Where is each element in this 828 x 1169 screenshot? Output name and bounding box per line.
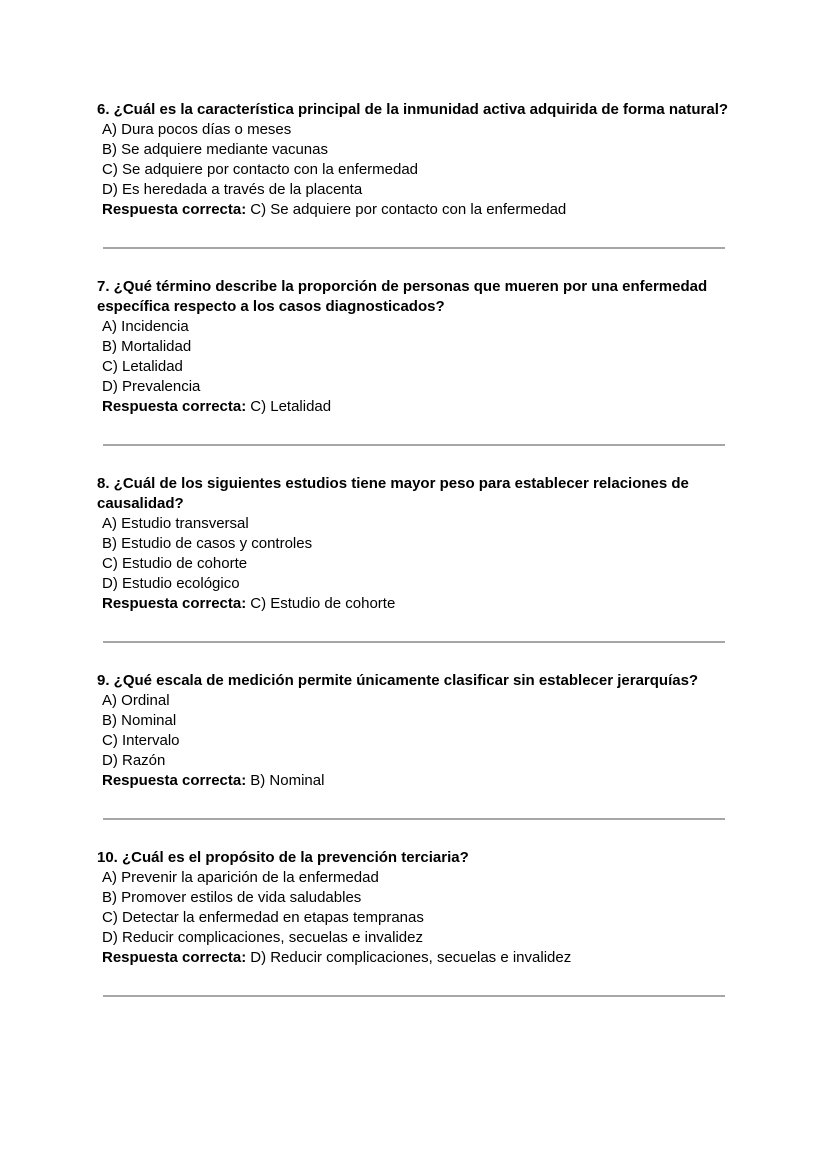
question-title: 8. ¿Cuál de los siguientes estudios tiene mayor peso para establecer relaciones de causalidad? [97,475,689,512]
option-item: D) Estudio ecológico [102,575,240,592]
answer-text: C) Estudio de cohorte [250,595,396,612]
answer-label: Respuesta correcta: [102,398,247,415]
question-title: 6. ¿Cuál es la característica principal de la inmunidad activa adquirida de forma natural? [97,101,729,118]
option-item: C) Detectar la enfermedad en etapas tempranas [102,909,424,926]
option-item: D) Es heredada a través de la placenta [102,181,363,198]
answer-line [97,771,730,791]
answer-line [97,200,730,220]
answer-line [97,594,730,614]
option-item: B) Estudio de casos y controles [102,535,313,552]
question-block [97,277,730,417]
question-divider [103,247,725,249]
option-item: D) Reducir complicaciones, secuelas e invalidez [102,929,423,946]
answer-label: Respuesta correcta: [102,772,247,789]
answer-line [97,948,730,968]
option-item: C) Intervalo [102,732,180,749]
question-options [97,120,730,200]
option-item: B) Se adquiere mediante vacunas [102,141,328,158]
question-options [97,514,730,594]
question-options [97,868,730,948]
option-item: B) Mortalidad [102,338,192,355]
question-divider [103,818,725,820]
question-title: 10. ¿Cuál es el propósito de la prevención terciaria? [97,849,469,866]
answer-line [97,397,730,417]
option-item: B) Promover estilos de vida saludables [102,889,362,906]
question-block [97,474,730,614]
option-item: A) Prevenir la aparición de la enfermedad [102,869,379,886]
answer-text: C) Letalidad [250,398,332,415]
question-options [97,317,730,397]
question-title: 9. ¿Qué escala de medición permite únicamente clasificar sin establecer jerarquías? [97,672,699,689]
question-block [97,848,730,968]
question-block [97,671,730,791]
question-divider [103,995,725,997]
answer-label: Respuesta correcta: [102,949,247,966]
answer-label: Respuesta correcta: [102,595,247,612]
question-title: 7. ¿Qué término describe la proporción de personas que mueren por una enfermedad específica respecto a los casos diagnosticados? [97,278,708,315]
answer-text: C) Se adquiere por contacto con la enfermedad [250,201,567,218]
option-item: A) Dura pocos días o meses [102,121,292,138]
question-divider [103,641,725,643]
question-divider [103,444,725,446]
option-item: A) Ordinal [102,692,170,709]
option-item: D) Razón [102,752,166,769]
option-item: B) Nominal [102,712,177,729]
question-options [97,691,730,771]
option-item: D) Prevalencia [102,378,201,395]
answer-text: D) Reducir complicaciones, secuelas e invalidez [250,949,572,966]
answer-text: B) Nominal [250,772,325,789]
option-item: C) Letalidad [102,358,183,375]
option-item: C) Se adquiere por contacto con la enfermedad [102,161,419,178]
question-block [97,100,730,220]
quiz-question-list [97,100,730,997]
option-item: A) Estudio transversal [102,515,249,532]
answer-label: Respuesta correcta: [102,201,247,218]
option-item: A) Incidencia [102,318,189,335]
option-item: C) Estudio de cohorte [102,555,248,572]
